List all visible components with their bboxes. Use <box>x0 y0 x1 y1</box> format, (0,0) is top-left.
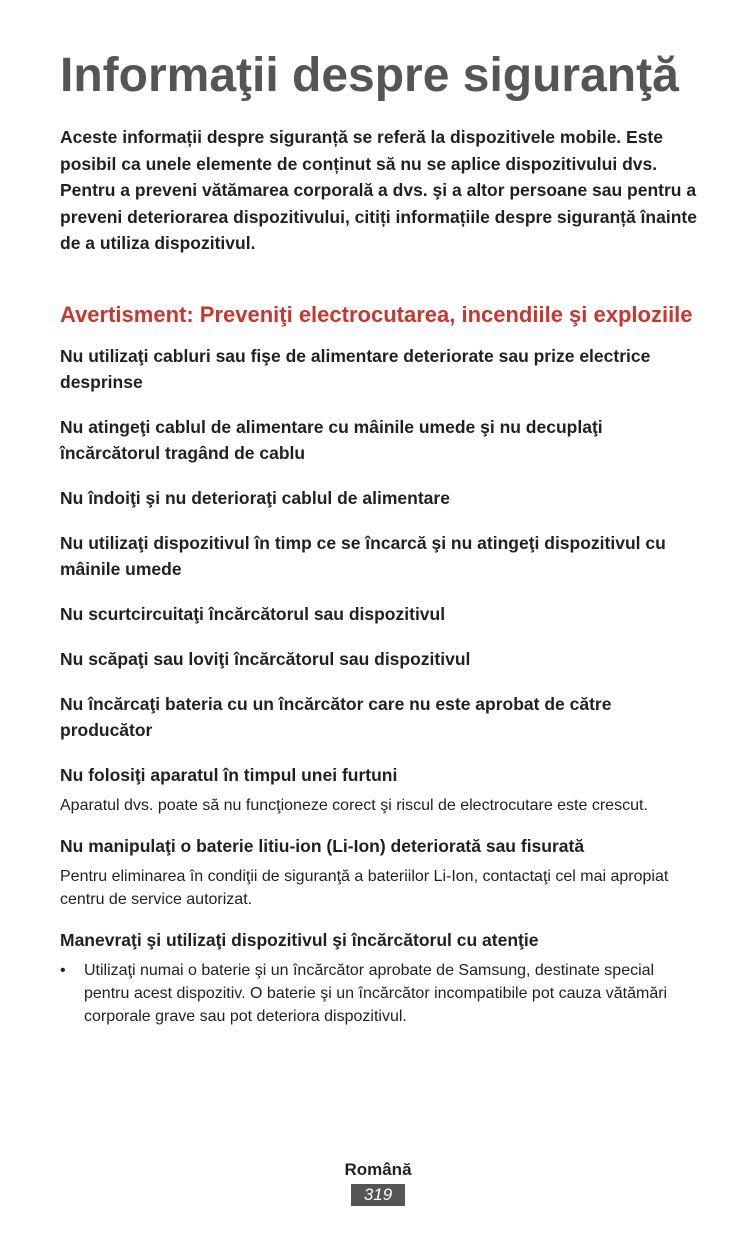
bullet-list-item <box>60 959 700 1028</box>
rule-item: Nu atingeţi cablul de alimentare cu mâinile umede şi nu decuplaţi încărcătorul tragând de cablu <box>60 416 603 463</box>
section-heading-battery: Nu manipulaţi o baterie litiu-ion (Li-Ion) deteriorată sau fisurată <box>60 835 585 856</box>
rule-item: Nu utilizaţi cabluri sau fişe de alimentare deteriorate sau prize electrice desprinse <box>60 345 651 392</box>
page-title: Informaţii despre siguranţă <box>60 49 679 102</box>
section-heading-handling: Manevraţi şi utilizaţi dispozitivul şi încărcătorul cu atenţie <box>60 929 539 950</box>
rule-item: Nu scăpaţi sau loviţi încărcătorul sau dispozitivul <box>60 648 471 669</box>
bullet-text: Utilizaţi numai o baterie şi un încărcător aprobate de Samsung, destinate special pentru acest dispozitiv. O baterie şi un încărcător incompatibile pot cauza vătămări corporale grave sau pot deteriora dispozitivul. <box>84 961 668 1025</box>
warning-heading: Avertisment: Preveniţi electrocutarea, incendiile şi exploziile <box>60 301 693 327</box>
rule-item: Nu utilizaţi dispozitivul în timp ce se încarcă şi nu atingeţi dispozitivul cu mâinile umede <box>60 532 666 579</box>
section-text-storm: Aparatul dvs. poate să nu funcţioneze corect şi riscul de electrocutare este crescut. <box>60 796 648 814</box>
bullet-icon: • <box>60 961 66 979</box>
rule-item: Nu îndoiţi şi nu deterioraţi cablul de alimentare <box>60 487 450 508</box>
footer-language: Română <box>344 1160 412 1179</box>
rule-item: Nu scurtcircuitaţi încărcătorul sau dispozitivul <box>60 603 446 624</box>
section-heading-storm: Nu folosiţi aparatul în timpul unei furtuni <box>60 764 398 785</box>
intro-paragraph: Aceste informații despre siguranță se referă la dispozitivele mobile. Este posibil ca unele elemente de conținut să nu se aplice dispozitivului dvs. Pentru a preveni vătămarea corporală a dvs. şi a altor persoane sau pentru a preveni deteriorarea dispozitivului, citiți informațiile despre siguranță înainte de a utiliza dispozitivul. <box>60 127 697 253</box>
page-number-badge: 319 <box>351 1184 405 1206</box>
section-text-battery: Pentru eliminarea în condiţii de siguranţă a bateriilor Li-Ion, contactaţi cel mai apropiat centru de service autorizat. <box>60 867 669 908</box>
rule-item: Nu încărcaţi bateria cu un încărcător care nu este aprobat de către producător <box>60 693 612 740</box>
document-page <box>60 48 700 1028</box>
